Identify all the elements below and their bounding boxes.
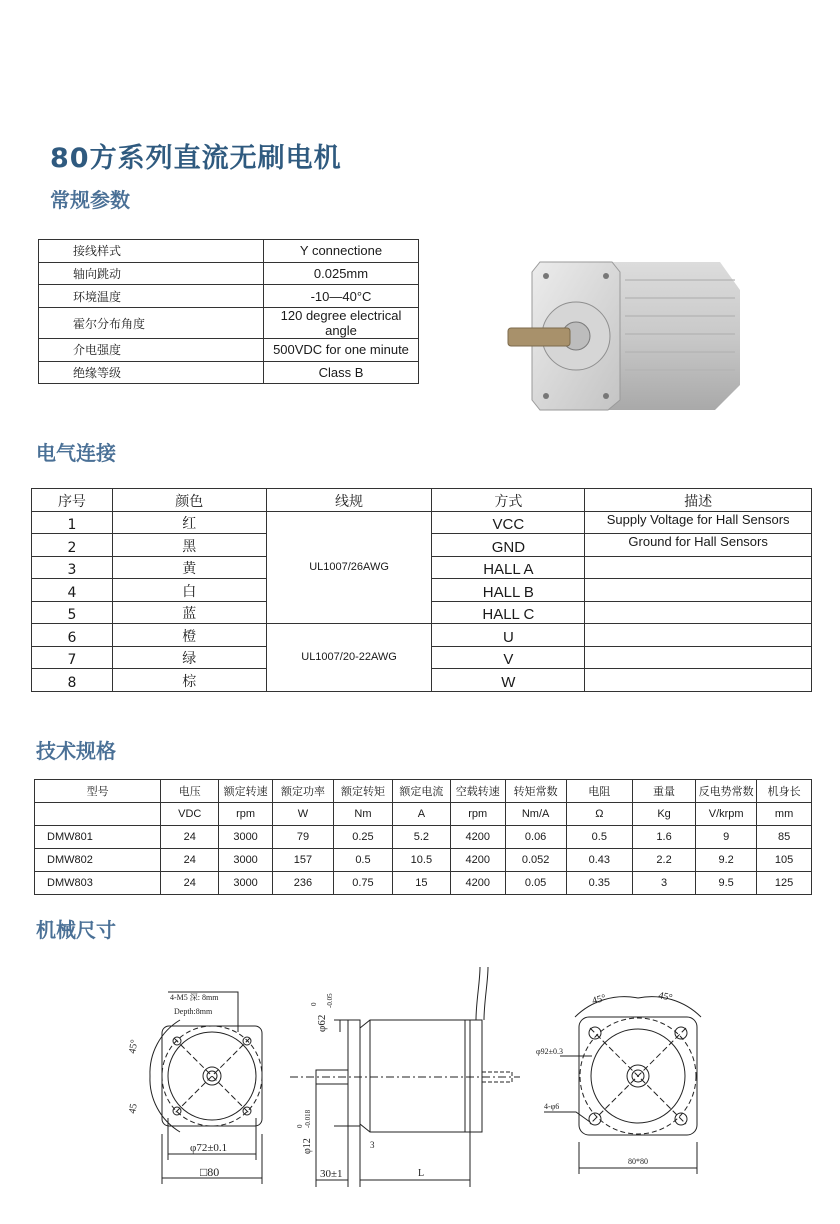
wiring-header-desc: 描述 <box>585 489 812 512</box>
general-param-value: 500VDC for one minute <box>264 339 419 362</box>
general-param-value: 0.025mm <box>264 262 419 285</box>
side-shaft-tol0: 0 <box>296 1124 304 1128</box>
specs-cell: 0.05 <box>505 872 566 895</box>
wiring-table <box>31 488 812 692</box>
specs-cell: 额定功率 <box>272 780 333 803</box>
wiring-gauge-power: UL1007/20-22AWG <box>266 624 432 692</box>
specs-cell: VDC <box>161 803 219 826</box>
rear-angle-left: 45° <box>590 992 608 1007</box>
wiring-desc <box>585 669 812 692</box>
specs-cell: Kg <box>632 803 695 826</box>
wiring-color: 黄 <box>112 556 266 579</box>
specs-cell: 2.2 <box>632 849 695 872</box>
specs-cell: W <box>272 803 333 826</box>
page-title: 80方系列直流无刷电机 <box>50 143 342 174</box>
general-param-label: 介电强度 <box>39 339 264 362</box>
wiring-header-gauge: 线规 <box>266 489 432 512</box>
specs-cell: 空载转速 <box>450 780 505 803</box>
wiring-desc <box>585 556 812 579</box>
specs-data-row <box>35 849 812 872</box>
wiring-row <box>32 624 812 647</box>
wiring-way: W <box>432 669 585 692</box>
wiring-color: 绿 <box>112 646 266 669</box>
rear-view <box>536 990 701 1174</box>
specs-cell: 机身长 <box>757 780 812 803</box>
wiring-header-no: 序号 <box>32 489 113 512</box>
wiring-color: 橙 <box>112 624 266 647</box>
wiring-no: 8 <box>32 669 113 692</box>
specs-cell: 额定转矩 <box>333 780 392 803</box>
wiring-no: 5 <box>32 601 113 624</box>
specs-cell: 4200 <box>450 872 505 895</box>
wiring-row <box>32 511 812 534</box>
specs-cell: 236 <box>272 872 333 895</box>
specs-cell: DMW802 <box>35 849 161 872</box>
wiring-no: 1 <box>32 511 113 534</box>
specs-data-row <box>35 872 812 895</box>
wiring-no: 6 <box>32 624 113 647</box>
general-param-value: -10—40°C <box>264 285 419 308</box>
wiring-color: 蓝 <box>112 601 266 624</box>
side-top-tol0: 0 <box>310 1002 318 1006</box>
side-view <box>290 967 520 1187</box>
wiring-gauge-hall: UL1007/26AWG <box>266 511 432 624</box>
specs-cell: 15 <box>392 872 450 895</box>
specs-cell: DMW803 <box>35 872 161 895</box>
wiring-way: V <box>432 646 585 669</box>
specs-cell: 0.5 <box>333 849 392 872</box>
specs-cell: 型号 <box>35 780 161 803</box>
specs-cell: 1.6 <box>632 826 695 849</box>
wiring-no: 7 <box>32 646 113 669</box>
specs-cell: 反电势常数 <box>696 780 757 803</box>
general-param-row <box>39 361 419 384</box>
specs-cell: rpm <box>450 803 505 826</box>
specs-table <box>34 779 812 895</box>
side-shaft-tol: -0.018 <box>304 1109 312 1128</box>
section-title-general: 常规参数 <box>50 188 130 212</box>
specs-header-row <box>35 780 812 803</box>
specs-cell: 3 <box>632 872 695 895</box>
side-step: 3 <box>370 1140 375 1150</box>
wiring-way: U <box>432 624 585 647</box>
wiring-desc <box>585 601 812 624</box>
wiring-way: HALL C <box>432 601 585 624</box>
front-pcd: φ72±0.1 <box>190 1142 228 1154</box>
side-top-tol: -0.05 <box>326 993 334 1008</box>
wiring-header-way: 方式 <box>432 489 585 512</box>
general-param-row <box>39 285 419 308</box>
specs-cell: Nm <box>333 803 392 826</box>
specs-data-row <box>35 826 812 849</box>
wiring-way: GND <box>432 534 585 557</box>
specs-cell: Nm/A <box>505 803 566 826</box>
front-note-1: 4-M5 深: 8mm <box>170 993 219 1002</box>
specs-cell: 157 <box>272 849 333 872</box>
specs-cell: 9 <box>696 826 757 849</box>
specs-cell: 0.25 <box>333 826 392 849</box>
specs-cell: 电阻 <box>566 780 632 803</box>
general-param-label: 环境温度 <box>39 285 264 308</box>
side-shaft-dim: φ12 <box>302 1138 313 1154</box>
rear-pcd: φ92±0.3 <box>536 1047 564 1056</box>
specs-cell: 3000 <box>219 872 273 895</box>
specs-cell: DMW801 <box>35 826 161 849</box>
mechanical-drawing <box>120 962 730 1194</box>
specs-cell: 0.052 <box>505 849 566 872</box>
section-title-electrical: 电气连接 <box>36 441 116 465</box>
wiring-no: 3 <box>32 556 113 579</box>
wiring-way: VCC <box>432 511 585 534</box>
specs-cell: 85 <box>757 826 812 849</box>
wiring-no: 4 <box>32 579 113 602</box>
front-view <box>127 992 262 1184</box>
wiring-way: HALL B <box>432 579 585 602</box>
general-param-row <box>39 240 419 263</box>
specs-cell <box>35 803 161 826</box>
specs-cell: 3000 <box>219 849 273 872</box>
specs-cell: rpm <box>219 803 273 826</box>
general-param-label: 轴向跳动 <box>39 262 264 285</box>
wiring-color: 白 <box>112 579 266 602</box>
specs-unit-row <box>35 803 812 826</box>
general-param-label: 绝缘等级 <box>39 361 264 384</box>
specs-cell: 重量 <box>632 780 695 803</box>
general-param-row <box>39 262 419 285</box>
side-body-len: L <box>418 1168 425 1179</box>
wiring-desc: Supply Voltage for Hall Sensors <box>585 511 812 534</box>
specs-cell: 4200 <box>450 849 505 872</box>
wiring-desc <box>585 624 812 647</box>
specs-cell: 125 <box>757 872 812 895</box>
rear-angle-right: 45° <box>657 990 674 1004</box>
specs-cell: 0.5 <box>566 826 632 849</box>
general-param-value: Y connectione <box>264 240 419 263</box>
specs-cell: 3000 <box>219 826 273 849</box>
specs-cell: 0.35 <box>566 872 632 895</box>
general-param-row <box>39 339 419 362</box>
general-param-row <box>39 308 419 339</box>
specs-cell: 0.75 <box>333 872 392 895</box>
specs-cell: 79 <box>272 826 333 849</box>
front-angle-2: 45 <box>127 1102 140 1115</box>
specs-cell: Ω <box>566 803 632 826</box>
specs-cell: A <box>392 803 450 826</box>
specs-cell: 9.5 <box>696 872 757 895</box>
side-shaft-len: 30±1 <box>320 1168 343 1180</box>
specs-cell: 0.43 <box>566 849 632 872</box>
motor-photo <box>500 250 760 420</box>
specs-cell: 4200 <box>450 826 505 849</box>
section-title-mechanical: 机械尺寸 <box>36 918 116 942</box>
specs-cell: 电压 <box>161 780 219 803</box>
specs-cell: 10.5 <box>392 849 450 872</box>
general-param-value: 120 degree electrical angle <box>264 308 419 339</box>
front-note-2: Depth:8mm <box>174 1007 213 1016</box>
specs-cell: 9.2 <box>696 849 757 872</box>
section-title-specs: 技术规格 <box>36 739 116 763</box>
specs-cell: 105 <box>757 849 812 872</box>
wiring-color: 棕 <box>112 669 266 692</box>
wiring-color: 红 <box>112 511 266 534</box>
specs-cell: 24 <box>161 849 219 872</box>
specs-cell: 24 <box>161 826 219 849</box>
rear-holes: 4-φ6 <box>544 1102 560 1111</box>
wiring-desc: Ground for Hall Sensors <box>585 534 812 557</box>
general-param-label: 接线样式 <box>39 240 264 263</box>
general-params-table <box>38 239 419 384</box>
front-angle-1: 45° <box>127 1038 141 1055</box>
specs-cell: 24 <box>161 872 219 895</box>
specs-cell: 额定电流 <box>392 780 450 803</box>
wiring-header-color: 颜色 <box>112 489 266 512</box>
general-param-value: Class B <box>264 361 419 384</box>
rear-square: 80*80 <box>628 1157 648 1166</box>
side-top-dim: φ62 <box>316 1014 328 1032</box>
wiring-no: 2 <box>32 534 113 557</box>
specs-cell: mm <box>757 803 812 826</box>
wiring-way: HALL A <box>432 556 585 579</box>
specs-cell: 额定转速 <box>219 780 273 803</box>
wiring-color: 黑 <box>112 534 266 557</box>
specs-cell: V/krpm <box>696 803 757 826</box>
general-param-label: 霍尔分布角度 <box>39 308 264 339</box>
specs-cell: 转矩常数 <box>505 780 566 803</box>
wiring-desc <box>585 646 812 669</box>
specs-cell: 0.06 <box>505 826 566 849</box>
specs-cell: 5.2 <box>392 826 450 849</box>
front-square: □80 <box>200 1165 220 1179</box>
wiring-desc <box>585 579 812 602</box>
